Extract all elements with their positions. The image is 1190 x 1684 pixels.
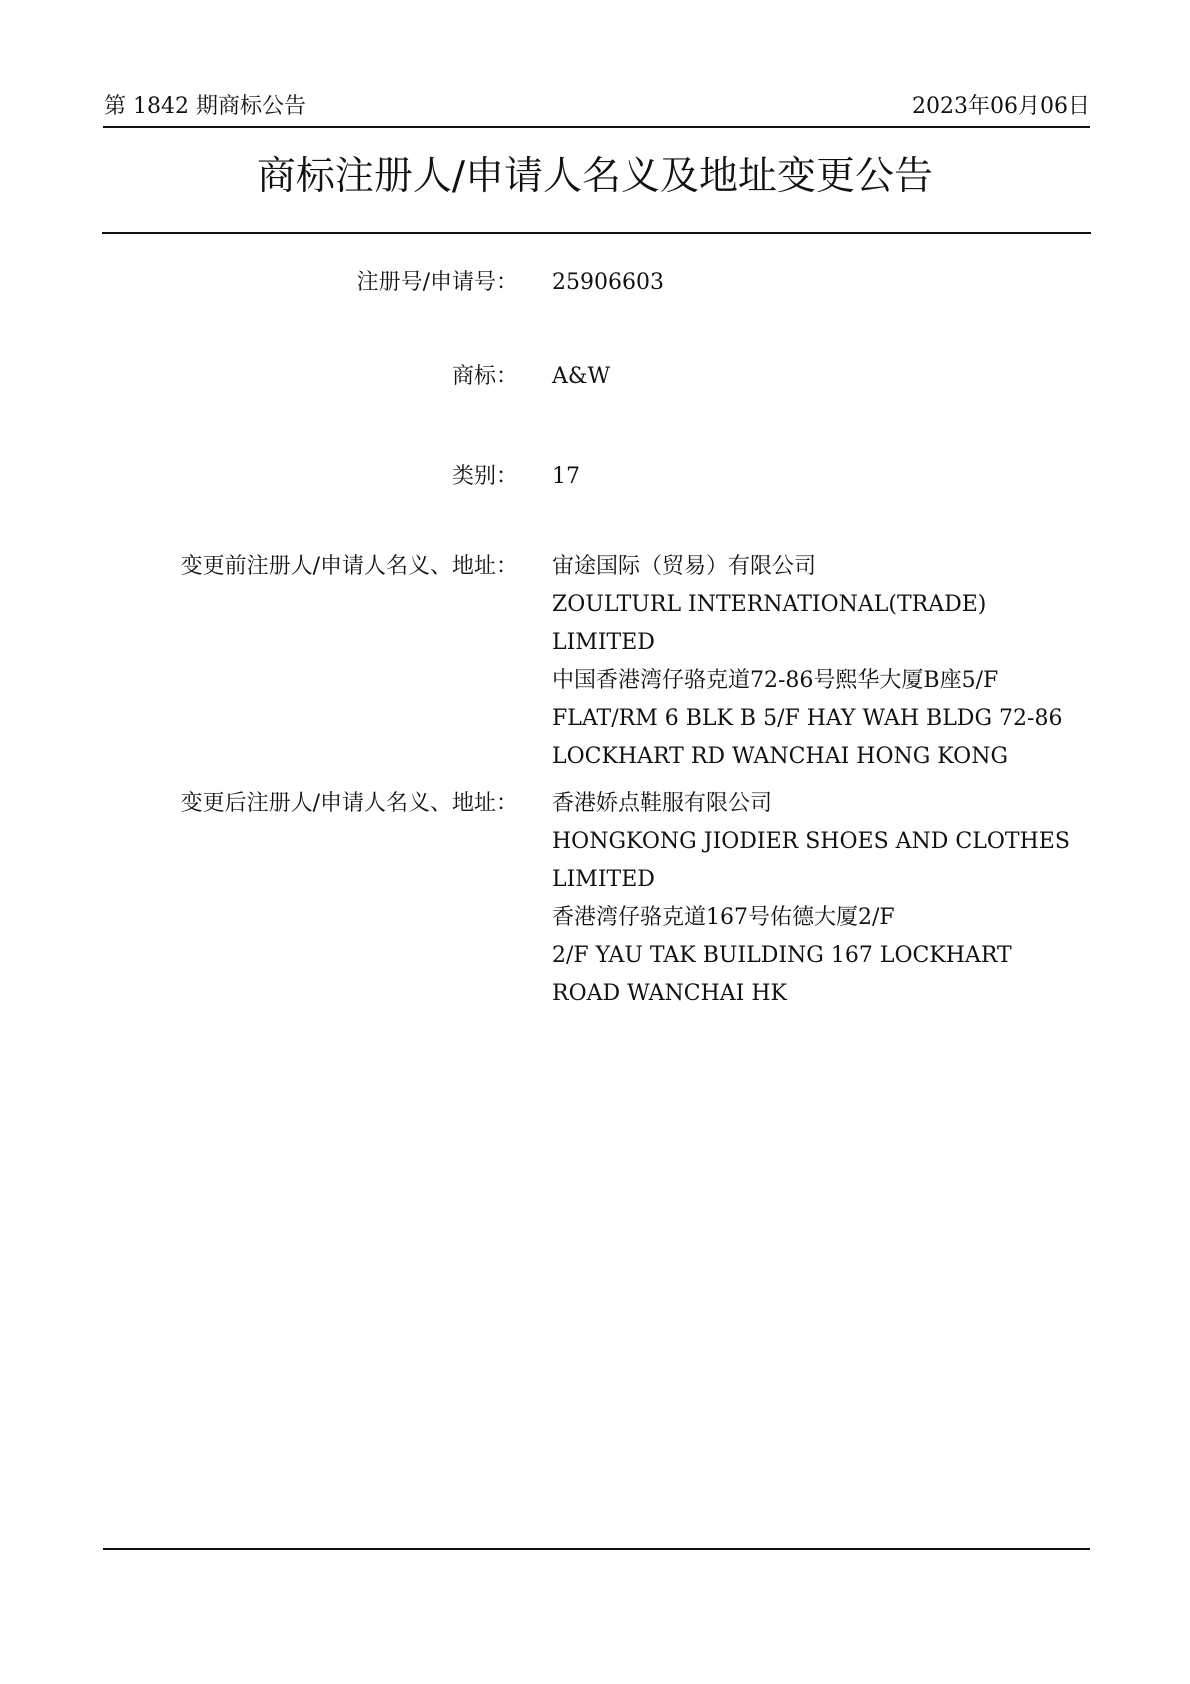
after-change-block xyxy=(552,785,1092,1013)
reg-no-label: 注册号/申请号： xyxy=(356,270,518,295)
trademark-label: 商标： xyxy=(451,364,518,389)
after-name-en-2: LIMITED xyxy=(552,867,655,892)
before-address-cn: 中国香港湾仔骆克道72-86号熙华大厦B座5/F xyxy=(552,668,999,693)
footer-divider xyxy=(103,1548,1090,1550)
after-address-en-1: 2/F YAU TAK BUILDING 167 LOCKHART xyxy=(552,943,1012,968)
class-value: 17 xyxy=(552,464,580,489)
issue-number: 第 1842 期商标公告 xyxy=(104,94,306,119)
before-name-en-1: ZOULTURL INTERNATIONAL(TRADE) xyxy=(552,592,987,617)
after-address-en-2: ROAD WANCHAI HK xyxy=(552,981,787,1006)
page-title: 商标注册人/申请人名义及地址变更公告 xyxy=(256,154,934,199)
before-name-cn: 宙途国际（贸易）有限公司 xyxy=(552,554,817,579)
before-name-en-2: LIMITED xyxy=(552,630,655,655)
before-address-en-1: FLAT/RM 6 BLK B 5/F HAY WAH BLDG 72-86 xyxy=(552,706,1063,731)
publication-date: 2023年06月06日 xyxy=(912,94,1090,119)
before-change-label: 变更前注册人/申请人名义、地址： xyxy=(180,554,518,579)
after-name-cn: 香港娇点鞋服有限公司 xyxy=(552,791,773,816)
trademark-value: A&W xyxy=(552,364,611,389)
after-name-en-1: HONGKONG JIODIER SHOES AND CLOTHES xyxy=(552,829,1070,854)
after-address-cn: 香港湾仔骆克道167号佑德大厦2/F xyxy=(552,905,895,930)
reg-no-value: 25906603 xyxy=(552,270,664,295)
title-divider xyxy=(102,232,1091,234)
header-divider xyxy=(103,126,1090,128)
after-change-label: 变更后注册人/申请人名义、地址： xyxy=(180,791,518,816)
class-label: 类别： xyxy=(451,464,518,489)
before-address-en-2: LOCKHART RD WANCHAI HONG KONG xyxy=(552,744,1009,769)
before-change-block xyxy=(552,548,1092,776)
